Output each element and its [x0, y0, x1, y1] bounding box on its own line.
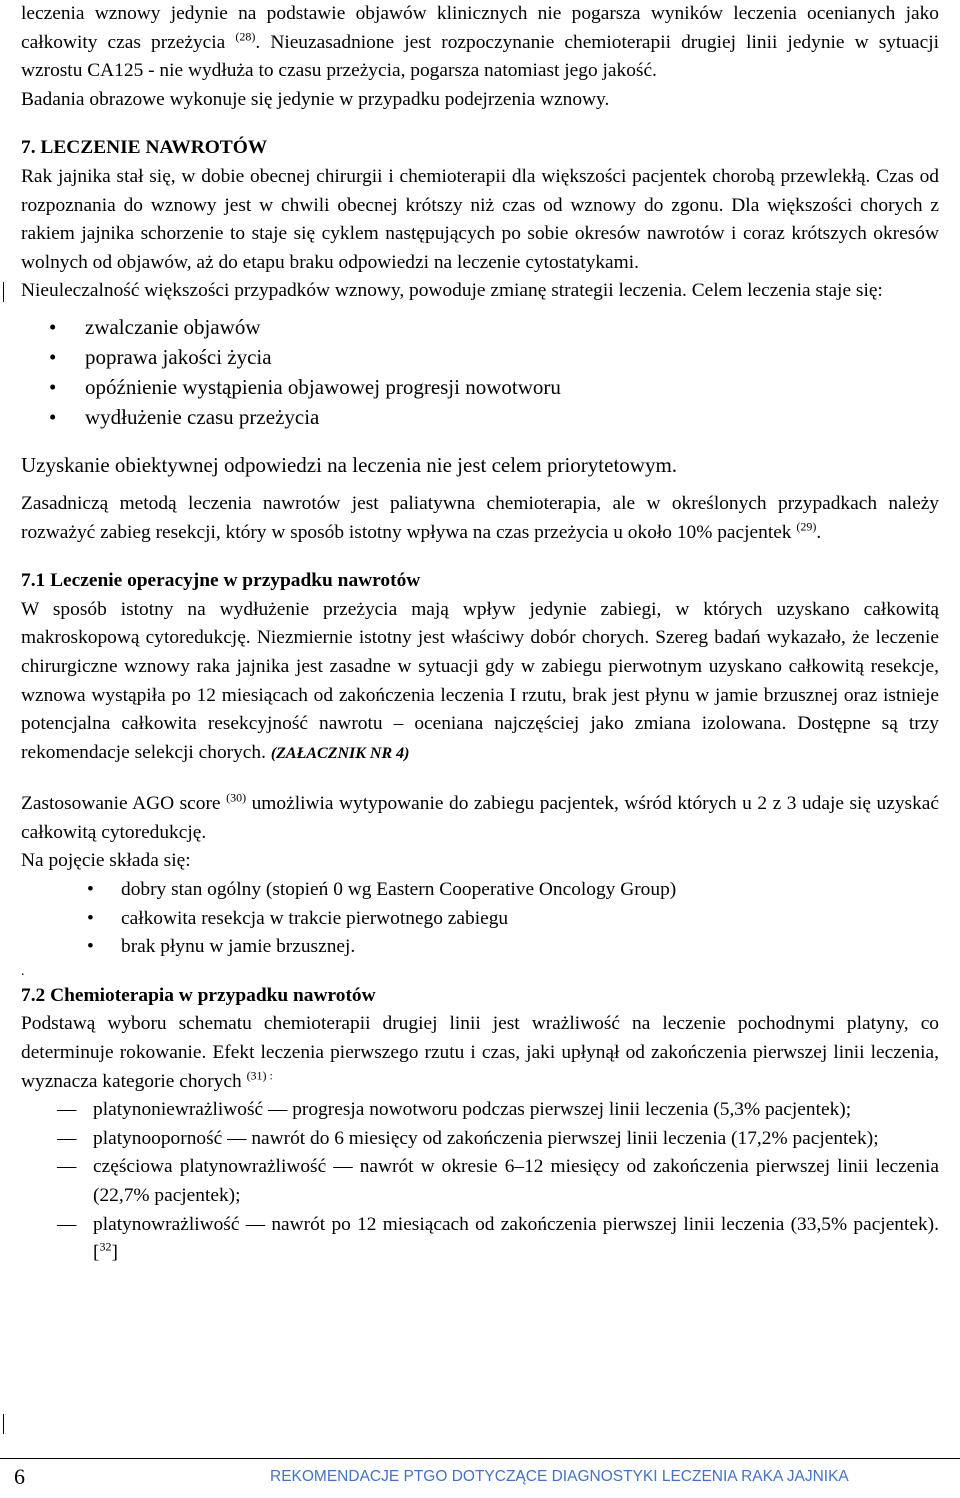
list-item: • brak płynu w jamie brzusznej.: [21, 933, 939, 962]
list-item: • wydłużenie czasu przeżycia: [21, 402, 939, 432]
bullet-icon: •: [49, 344, 57, 369]
bullet-icon: •: [87, 879, 94, 901]
page-number: 6: [14, 1464, 25, 1489]
paragraph: W sposób istotny na wydłużenie przeżycia mają wpływ jedynie zabiegi, w których uzyskano całkowitą makroskopową cytoredukcję. Niezmiernie istotny jest właściwy dobór chorych. Szereg badań wykazało, że leczenie chirurgiczne wznowy raka jajnika jest zasadne w sytuacji gdy w zabiegu pierwotnym uzyskano całkowitą resekcje, wznowa wystąpiła po 12 miesiącach od zakończenia leczenia I rzutu, brak jest płynu w jamie brzusznej oraz istnieje potencjalna całkowita resekcyjność nawrotu – oceniana najczęściej jako zmiana izolowana. Dostępne są trzy rekomendacje selekcji chorych. (ZAŁACZNIK NR 4): [21, 598, 939, 763]
dash-icon: —: [57, 1099, 77, 1121]
section-heading: 7.2 Chemioterapia w przypadku nawrotów: [21, 984, 376, 1006]
stray-mark: .: [21, 963, 25, 979]
list-item: • poprawa jakości życia: [21, 342, 939, 372]
section-heading: 7.1 Leczenie operacyjne w przypadku nawrotów: [21, 570, 421, 592]
citation: (31) :: [246, 1068, 273, 1083]
section-heading: 7. LECZENIE NAWROTÓW: [21, 137, 268, 159]
list-item: • całkowita resekcja w trakcie pierwotnego zabiegu: [21, 905, 939, 934]
intro-paragraph: leczenia wznowy jedynie na podstawie objawów klinicznych nie pogarsza wyników leczenia ocenianych jako całkowity czas przeżycia $^{(28)}$. Nieuzasadnione jest rozpoczynanie chemioterapii drugiej linii jedynie w sytuacji wzrostu CA125 - nie wydłuża to czasu przeżycia, pogarsza natomiast jego jakość.: [21, 3, 939, 82]
list-item: — częściowa platynowrażliwość — nawrót w okresie 6–12 miesięcy od zakończenia pierwszej linii leczenia (22,7% pacjentek);: [21, 1153, 939, 1210]
bullet-icon: •: [49, 374, 57, 399]
footer-title: REKOMENDACJE PTGO DOTYCZĄCE DIAGNOSTYKI LECZENIA RAKA JAJNIKA: [270, 1459, 960, 1495]
document-body: [21, 0, 939, 1268]
dash-icon: —: [57, 1156, 77, 1178]
bullet-icon: •: [49, 314, 57, 339]
list-item: — platynowrażliwość — nawrót po 12 miesiącach od zakończenia pierwszej linii leczenia (33,5% pacjentek). [$^{32}$]: [21, 1211, 939, 1268]
bullet-icon: •: [87, 907, 94, 929]
paragraph: Nieuleczalność większości przypadków wznowy, powoduje zmianę strategii leczenia. Celem leczenia staje się:: [21, 280, 883, 302]
annex-reference: (ZAŁACZNIK NR 4): [270, 744, 410, 762]
paragraph: Zasadniczą metodą leczenia nawrotów jest paliatywna chemioterapia, ale w określonych przypadkach należy rozważyć zabieg resekcji, który w sposób istotny wpływa na czas przeżycia u około 10% pacjentek $^{(29)}$.: [21, 492, 939, 543]
categories-list: [21, 1096, 939, 1268]
list-item: • zwalczanie objawów: [21, 312, 939, 342]
revision-bar: [3, 282, 4, 302]
list-item: • opóźnienie wystąpienia objawowej progresji nowotworu: [21, 372, 939, 402]
page-footer: [0, 1458, 960, 1495]
citation: (28): [235, 29, 256, 44]
citation: 32: [99, 1239, 112, 1254]
dash-icon: —: [57, 1213, 77, 1235]
citation: (30): [226, 790, 247, 805]
paragraph: Na pojęcie składa się:: [21, 850, 191, 872]
criteria-list: [21, 876, 939, 962]
paragraph: Rak jajnika stał się, w dobie obecnej chirurgii i chemioterapii dla większości pacjentek chorobą przewlekłą. Czas od rozpoznania do wznowy jest w chwili obecnej krótszy niż czas od wznowy do zgonu. Dla większości chorych z rakiem jajnika schorzenie to staje się cyklem następujących po sobie okresów nawrotów i coraz krótszych okresów wolnych od objawów, aż do etapu braku odpowiedzi na leczenie cytostatykami.: [21, 165, 939, 273]
bullet-icon: •: [49, 404, 57, 429]
dash-icon: —: [57, 1127, 77, 1149]
paragraph: Podstawą wyboru schematu chemioterapii drugiej linii jest wrażliwość na leczenie pochodnymi platyny, co determinuje rokowanie. Efekt leczenia pierwszego rzutu i czas, jaki upłynął od zakończenia pierwszej linii leczenia, wyznacza kategorie chorych $^{(31) :}$: [21, 1013, 939, 1092]
goals-list: [21, 312, 939, 432]
list-item: • dobry stan ogólny (stopień 0 wg Eastern Cooperative Oncology Group): [21, 876, 939, 905]
revision-bar: [3, 1414, 4, 1434]
paragraph: Zastosowanie AGO score $^{(30)}$ umożliwia wytypowanie do zabiegu pacjentek, wśród których u 2 z 3 udaje się uzyskać całkowitą cytoredukcję.: [21, 790, 940, 843]
citation: (29): [796, 519, 817, 534]
bullet-icon: •: [87, 936, 94, 958]
list-item: — platynooporność — nawrót do 6 miesięcy od zakończenia pierwszej linii leczenia (17,2% pacjentek);: [21, 1125, 939, 1154]
paragraph: Uzyskanie obiektywnej odpowiedzi na leczenia nie jest celem priorytetowym.: [21, 452, 678, 477]
list-item: — platynoniewrażliwość — progresja nowotworu podczas pierwszej linii leczenia (5,3% pacjentek);: [21, 1096, 939, 1125]
intro-paragraph: Badania obrazowe wykonuje się jedynie w przypadku podejrzenia wznowy.: [21, 88, 610, 110]
